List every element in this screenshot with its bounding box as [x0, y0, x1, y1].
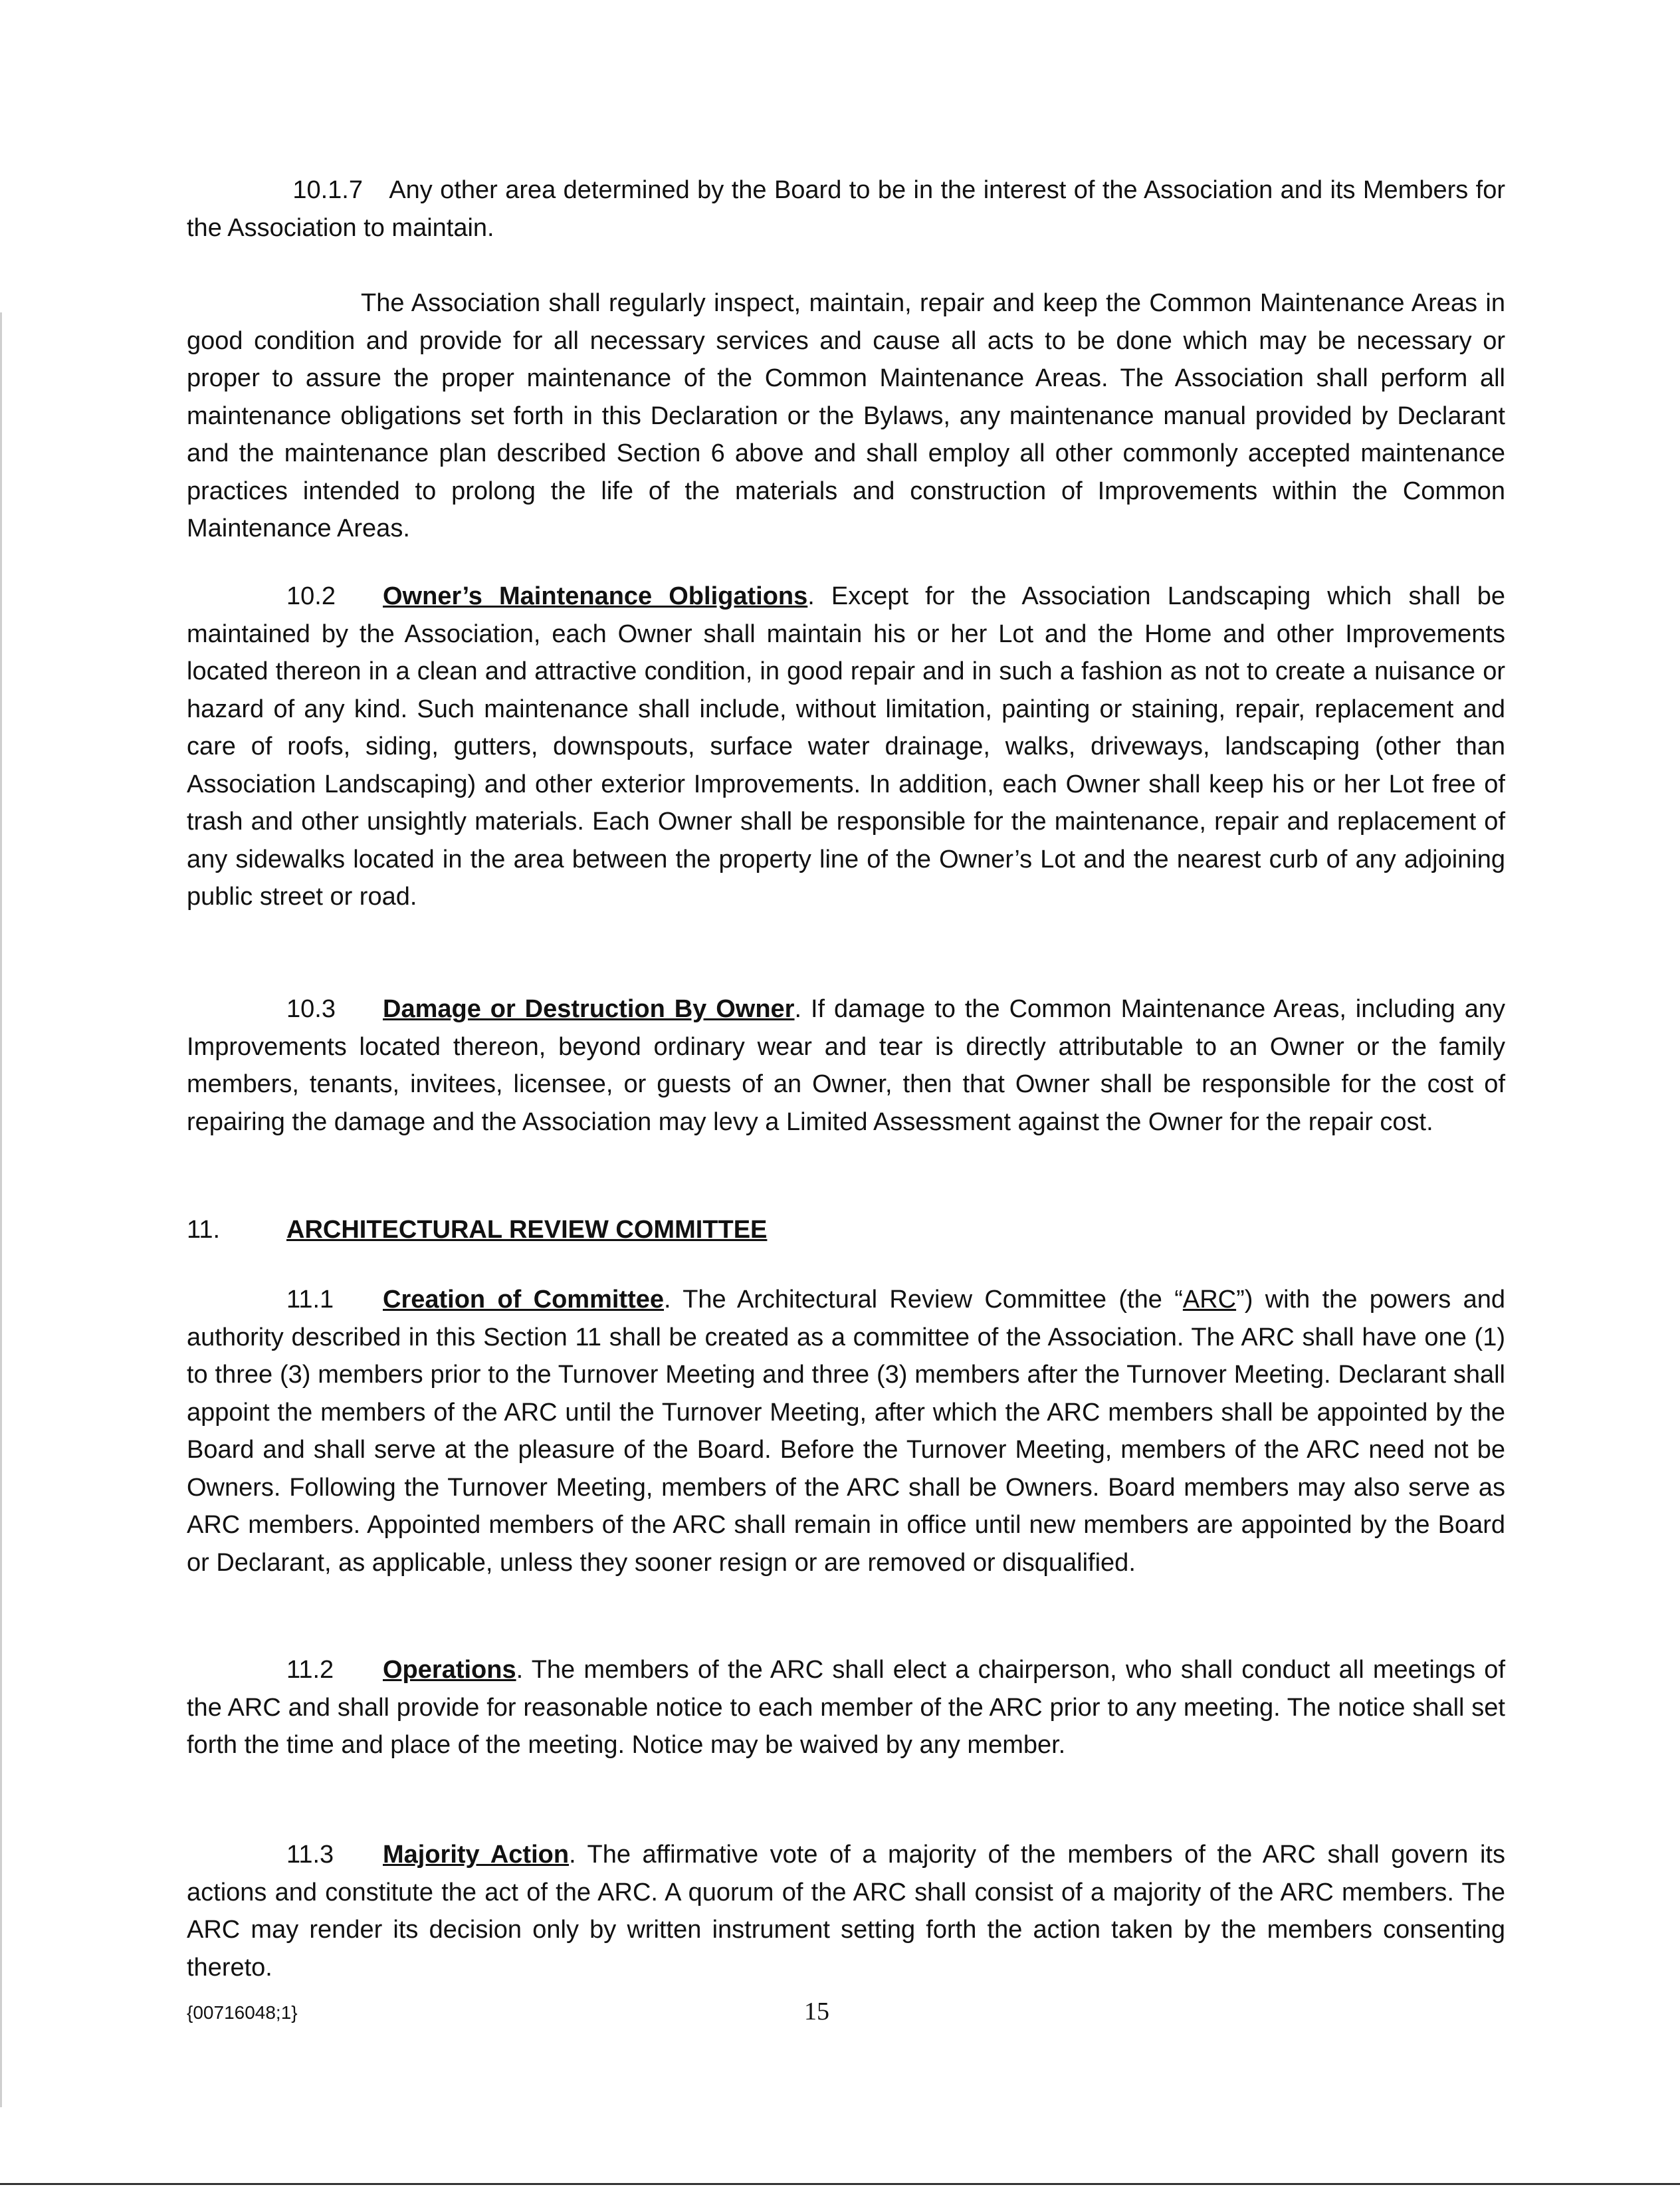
section-number: 11.: [187, 1216, 221, 1244]
section-number: 11.2: [286, 1656, 334, 1684]
paragraph-text: Any other area determined by the Board to be in the interest of the Association and its Members for the Association to maintain.: [187, 176, 1505, 242]
scan-edge-left: [0, 312, 2, 2107]
section-title: Owner’s Maintenance Obligations: [383, 582, 808, 610]
paragraph-11-2: [187, 1651, 1505, 1764]
section-number: 10.2: [286, 582, 336, 610]
paragraph-text: . The affirmative vote of a majority of the members of the ARC shall govern its actions and constitute the act of the ARC. A quorum of the ARC shall consist of a majority of the ARC members. The ARC may render its decision only by written instrument setting forth the action taken by the members consenting thereto.: [187, 1841, 1505, 1982]
section-number: 10.3: [286, 995, 336, 1023]
defined-term: ARC: [1182, 1286, 1237, 1314]
paragraph-10-2: [187, 578, 1505, 916]
section-number: 11.1: [286, 1286, 334, 1314]
paragraph-text: . The Architectural Review Committee (the “: [664, 1286, 1183, 1314]
paragraph-text: . Except for the Association Landscaping which shall be maintained by the Association, each Owner shall maintain his or her Lot and the Home and other Improvements located thereon in a clean and attractive condition, in good repair and in such a fashion as not to create a nuisance or hazard of any kind. Such maintenance shall include, without limitation, painting or staining, repair, replacement and care of roofs, siding, gutters, downspouts, surface water drainage, walks, driveways, landscaping (other than Association Landscaping) and other exterior Improvements. In addition, each Owner shall keep his or her Lot free of trash and other unsightly materials. Each Owner shall be responsible for the maintenance, repair and replacement of any sidewalks located in the area between the property line of the Owner’s Lot and the nearest curb of any adjoining public street or road.: [187, 582, 1505, 911]
paragraph-11-3: [187, 1836, 1505, 1986]
paragraph-text: The Association shall regularly inspect, maintain, repair and keep the Common Maintenance Areas in good condition and provide for all necessary services and cause all acts to be done which may be necessary or proper to assure the proper maintenance of the Common Maintenance Areas. The Association shall perform all maintenance obligations set forth in this Declaration or the Bylaws, any maintenance manual provided by Declarant and the maintenance plan described Section 6 above and shall employ all other commonly accepted maintenance practices intended to prolong the life of the materials and construction of Improvements within the Common Maintenance Areas.: [187, 289, 1505, 542]
section-number: 11.3: [286, 1841, 334, 1869]
paragraph-10-3: [187, 990, 1505, 1141]
document-id: {00716048;1}: [187, 2002, 298, 2023]
page-number: 15: [804, 1998, 829, 2025]
paragraph-11-1: [187, 1281, 1505, 1581]
paragraph-association-maintenance: [187, 285, 1505, 548]
paragraph-text: ”) with the powers and authority described in this Section 11 shall be created as a committee of the Association. The ARC shall have one (1) to three (3) members prior to the Turnover Meeting and three (3) members after the Turnover Meeting. Declarant shall appoint the members of the ARC until the Turnover Meeting, after which the ARC members shall be appointed by the Board and shall serve at the pleasure of the Board. Before the Turnover Meeting, members of the ARC need not be Owners. Following the Turnover Meeting, members of the ARC shall be Owners. Board members may also serve as ARC members. Appointed members of the ARC shall remain in office until new members are appointed by the Board or Declarant, as applicable, unless they sooner resign or are removed or disqualified.: [187, 1286, 1506, 1577]
scan-edge-bottom: [0, 2183, 1680, 2185]
section-title: ARCHITECTURAL REVIEW COMMITTEE: [286, 1216, 768, 1244]
section-number: 10.1.7: [292, 176, 363, 204]
section-11-heading: [187, 1211, 767, 1249]
section-title: Damage or Destruction By Owner: [383, 995, 795, 1023]
section-title: Creation of Committee: [383, 1286, 665, 1314]
paragraph-text: . If damage to the Common Maintenance Areas, including any Improvements located thereon, beyond ordinary wear and tear is directly attributable to an Owner or the family members, tenants, invitees, licensee, or guests of an Owner, then that Owner shall be responsible for the cost of repairing the damage and the Association may levy a Limited Assessment against the Owner for the repair cost.: [187, 995, 1505, 1136]
paragraph-text: . The members of the ARC shall elect a chairperson, who shall conduct all meetings of the ARC and shall provide for reasonable notice to each member of the ARC prior to any meeting. The notice shall set forth the time and place of the meeting. Notice may be waived by any member.: [187, 1656, 1505, 1759]
section-title: Operations: [383, 1656, 516, 1684]
paragraph-10-1-7: [187, 172, 1505, 247]
section-title: Majority Action: [383, 1841, 570, 1869]
